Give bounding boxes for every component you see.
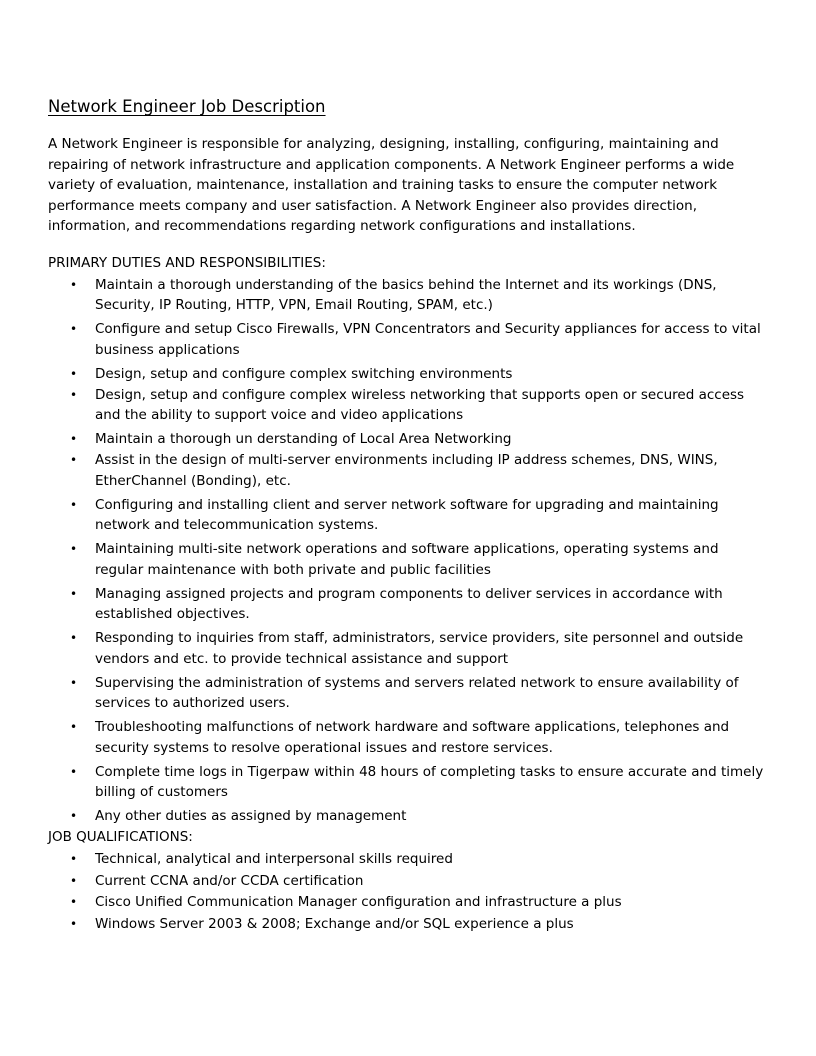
- list-item: [48, 584, 770, 625]
- bullet-icon: •: [70, 387, 78, 402]
- duty-text: Configuring and installing client and server network software for upgrading and maintaining network and telecommunication systems.: [95, 496, 719, 533]
- duty-text: Complete time logs in Tigerpaw within 48 hours of completing tasks to ensure accurate and timely billing of customers: [95, 763, 764, 800]
- duty-text: Design, setup and configure complex switching environments: [95, 365, 513, 382]
- qualifications-list: [48, 849, 770, 934]
- qualification-text: Windows Server 2003 & 2008; Exchange and/or SQL experience a plus: [95, 915, 574, 932]
- bullet-icon: •: [70, 542, 78, 556]
- intro-paragraph: A Network Engineer is responsible for analyzing, designing, installing, configuring, maintaining and repairing of network infrastructure and application components. A Network Engineer performs a wide variety of evaluation, maintenance, installation and training tasks to ensure the computer network performance meets company and user satisfaction. A Network Engineer also provides direction, information, and recommendations regarding network configurations and installations.: [48, 136, 735, 234]
- bullet-icon: •: [70, 873, 78, 888]
- duty-text: Maintain a thorough understanding of the basics behind the Internet and its workings (DNS, Security, IP Routing, HTTP, VPN, Email Routing, SPAM, etc.): [95, 276, 717, 313]
- bullet-icon: •: [70, 497, 78, 512]
- bullet-icon: •: [70, 809, 78, 823]
- list-item: [48, 495, 770, 536]
- list-item: [48, 364, 770, 385]
- bullet-icon: •: [70, 852, 78, 866]
- bullet-icon: •: [70, 586, 78, 601]
- duty-text: Responding to inquiries from staff, administrators, service providers, site personnel and outside vendors and etc. to provide technical assistance and support: [95, 630, 744, 667]
- bullet-icon: •: [70, 916, 78, 931]
- document-title: Network Engineer Job Description: [48, 97, 326, 116]
- list-item: [48, 762, 770, 803]
- duties-heading: PRIMARY DUTIES AND RESPONSIBILITIES:: [48, 254, 326, 271]
- list-item: [48, 275, 770, 316]
- qualification-text: Cisco Unified Communication Manager configuration and infrastructure a plus: [95, 894, 622, 910]
- list-item: [48, 914, 770, 935]
- duty-text: Supervising the administration of systems and servers related network to ensure availability of services to authorized users.: [95, 674, 739, 711]
- qualification-text: Current CCNA and/or CCDA certification: [95, 872, 364, 889]
- duty-text: Troubleshooting malfunctions of network hardware and software applications, telephones and security systems to resolve operational issues and restore services.: [95, 719, 730, 756]
- duties-list: [48, 275, 770, 827]
- list-item: [48, 806, 770, 827]
- bullet-icon: •: [70, 764, 78, 779]
- list-item: [48, 429, 770, 450]
- list-item: [48, 673, 770, 714]
- list-item: [48, 849, 770, 870]
- list-item: [48, 717, 770, 758]
- list-item: [48, 892, 770, 913]
- bullet-icon: •: [70, 277, 78, 292]
- duty-text: Maintain a thorough un derstanding of Local Area Networking: [95, 431, 512, 447]
- list-item: [48, 385, 770, 426]
- duty-text: Any other duties as assigned by management: [95, 808, 407, 824]
- bullet-icon: •: [70, 720, 78, 734]
- bullet-icon: •: [70, 432, 78, 446]
- duty-text: Maintaining multi-site network operations and software applications, operating systems and regular maintenance with both private and public facilities: [95, 541, 719, 578]
- duty-text: Design, setup and configure complex wireless networking that supports open or secured access and the ability to support voice and video applications: [95, 386, 745, 423]
- bullet-icon: •: [70, 675, 78, 690]
- list-item: [48, 628, 770, 669]
- duty-text: Managing assigned projects and program components to deliver services in accordance with established objectives.: [95, 585, 723, 622]
- list-item: [48, 450, 770, 491]
- list-item: [48, 871, 770, 892]
- list-item: [48, 319, 770, 360]
- qualification-text: Technical, analytical and interpersonal skills required: [95, 851, 453, 867]
- bullet-icon: •: [70, 895, 78, 909]
- bullet-icon: •: [70, 366, 78, 381]
- bullet-icon: •: [70, 631, 78, 645]
- bullet-icon: •: [70, 322, 78, 336]
- duty-text: Assist in the design of multi-server environments including IP address schemes, DNS, WINS, EtherChannel (Bonding), etc.: [95, 452, 718, 489]
- list-item: [48, 539, 770, 580]
- document-page: [48, 96, 770, 935]
- bullet-icon: •: [70, 453, 78, 467]
- duty-text: Configure and setup Cisco Firewalls, VPN Concentrators and Security appliances for access to vital business applications: [95, 321, 761, 358]
- qualifications-heading: JOB QUALIFICATIONS:: [48, 829, 193, 845]
